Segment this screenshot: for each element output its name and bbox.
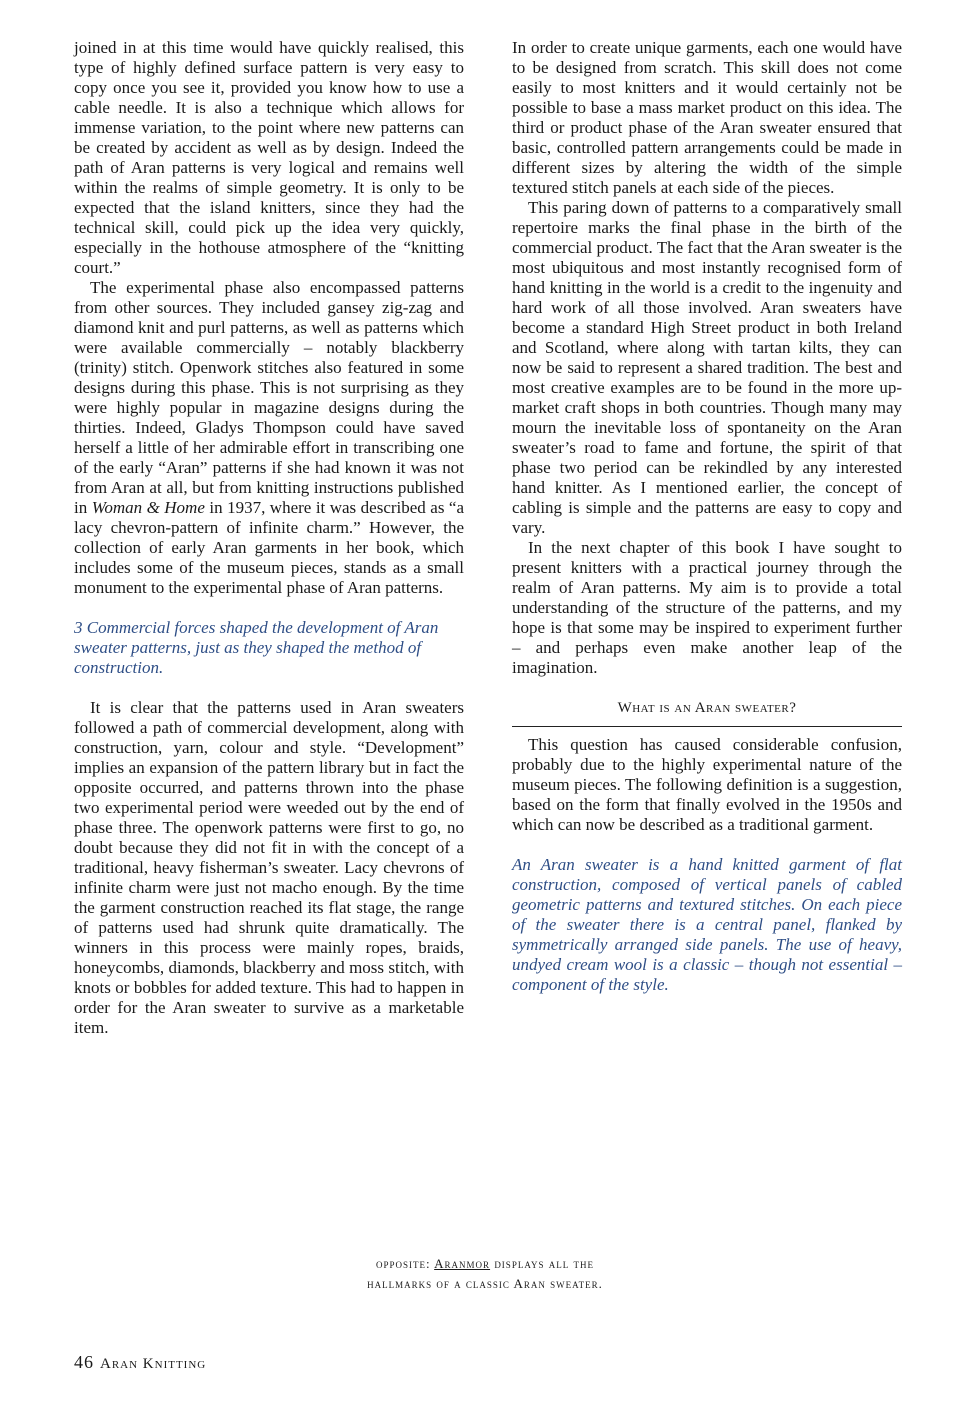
- publication-title: Woman & Home: [91, 498, 205, 517]
- page-footer: [74, 1352, 206, 1373]
- figure-caption: [320, 1254, 650, 1294]
- caption-text: displays all the: [490, 1256, 594, 1271]
- body-paragraph: This question has caused considerable confusion, probably due to the highly experimental nature of the museum pieces. The following definition is a suggestion, based on the form that finally evolved in the 1950s and which can now be described as a traditional garment.: [512, 735, 902, 834]
- pull-quote: 3 Commercial forces shaped the development of Aran sweater patterns, just as they shaped the method of construction.: [74, 618, 439, 677]
- body-paragraph: It is clear that the patterns used in Aran sweaters followed a path of commercial development, along with construction, yarn, colour and style. “Development” implies an expansion of the pattern library but in fact the opposite occurred, and patterns thrown into the phase two experimental period were weeded out by the end of phase three. The openwork patterns were first to go, no doubt because they did not fit in with the concept of a traditional, heavy fisherman’s sweater. Lacy chevrons of infinite charm were just not macho enough. By the time the garment construction reached its flat stage, the range of patterns used had shrunk quite dramatically. The winners in this process were mainly ropes, braids, honeycombs, diamonds, blackberry and moss stitch, with knots or bobbles for added texture. This had to happen in order for the Aran sweater to survive as a marketable item.: [74, 698, 464, 1037]
- right-column: [512, 38, 902, 995]
- body-paragraph: joined in at this time would have quickly realised, this type of highly defined surface pattern is very easy to copy once you see it, provided you know how to use a cable needle. It is also a technique which allows for immense variation, to the point where new patterns can be created by accident as well as by design. Indeed the path of Aran patterns is very logical and remains well within the realms of simple geometry. It is only to be expected that the island knitters, since they had the technical skill, could pick up the idea very quickly, especially in the hothouse atmosphere of the “knitting court.”: [74, 38, 464, 277]
- body-paragraph: [74, 278, 464, 598]
- body-paragraph: This paring down of patterns to a comparatively small repertoire marks the final phase in the birth of the commercial product. The fact that the Aran sweater is the most ubiquitous and most instantly recognised form of hand knitting in the world is a credit to the ingenuity and hard work of all those involved. Aran sweaters have become a standard High Street product in both Ireland and Scotland, where along with tartan kilts, they can now be said to represent a shared tradition. The best and most creative examples are to be found in the more up-market craft shops in both countries. Though many may mourn the inevitable loss of spontaneity on the Aran sweater’s road to fame and fortune, the spirit of that phase two period can be rekindled by any interested hand knitter. As I mentioned earlier, the concept of cabling is simple and the patterns are easy to copy and vary.: [512, 198, 902, 537]
- caption-sweater-name: Aranmor: [434, 1256, 491, 1271]
- section-heading: What is an Aran sweater?: [512, 698, 902, 727]
- paragraph-text: in 1937, where it was described as “a lacy chevron-pattern of infinite charm.” However, the collection of early Aran garments in her book, which includes some of the museum pieces, stands as a small monument to the experimental phase of Aran patterns.: [74, 498, 465, 597]
- left-column: [74, 38, 464, 1038]
- body-paragraph: In order to create unique garments, each one would have to be designed from scratch. This skill does not come easily to most knitters and it would certainly not be possible to base a mass market product on this idea. The third or product phase of the Aran sweater ensured that basic, controlled pattern arrangements could be made in different sizes by altering the width of the simple textured stitch panels at each side of the pieces.: [512, 38, 902, 197]
- paragraph-text: The experimental phase also encompassed patterns from other sources. They included gansey zig-zag and diamond knit and purl patterns, as well as patterns which were available commercially – notably blackberry (trinity) stitch. Openwork stitches also featured in some designs during this phase. This is not surprising as they were highly popular in magazine designs during the thirties. Indeed, Gladys Thompson could have saved herself a little of her admirable effort in transcribing one of the early “Aran” patterns if she had known it was not from Aran at all, but from knitting instructions published in: [74, 278, 464, 517]
- running-title: Aran Knitting: [100, 1356, 207, 1372]
- caption-prefix: opposite:: [376, 1256, 435, 1271]
- caption-text: hallmarks of a classic Aran sweater.: [367, 1276, 603, 1291]
- page-number: 46: [74, 1352, 94, 1372]
- body-paragraph: In the next chapter of this book I have sought to present knitters with a practical journey through the realm of Aran patterns. My aim is to provide a total understanding of the structure of the patterns, and my hope is that some may be inspired to experiment further – and perhaps even make another leap of the imagination.: [512, 538, 902, 677]
- definition-quote: An Aran sweater is a hand knitted garment of flat construction, composed of vertical panels of cabled geometric patterns and textured stitches. On each piece of the sweater there is a central panel, flanked by symmetrically arranged side panels. The use of heavy, undyed cream wool is a classic – though not essential – component of the style.: [512, 855, 902, 994]
